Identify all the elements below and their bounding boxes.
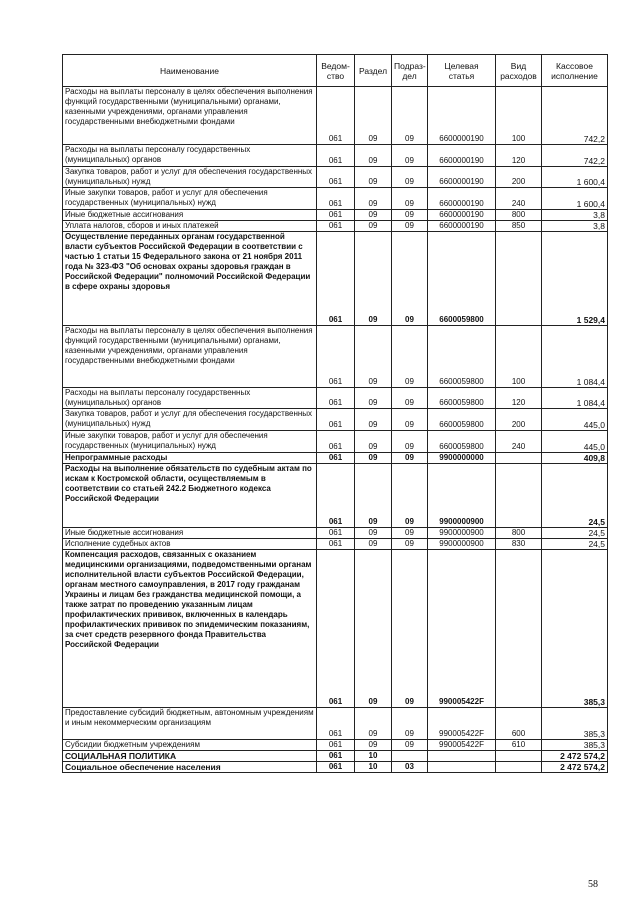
row-section: 09 [355,221,392,232]
row-dept: 061 [317,431,355,453]
row-section: 09 [355,167,392,188]
row-cash: 24,5 [542,539,608,550]
header-target: Целевая статья [428,55,496,87]
row-target: 9900000900 [428,464,496,528]
row-subsection: 09 [392,539,428,550]
row-target [428,762,496,773]
header-section: Раздел [355,55,392,87]
row-name: Расходы на выплаты персоналу государственных (муниципальных) органов [63,388,317,409]
row-section: 09 [355,453,392,464]
row-cash: 1 600,4 [542,188,608,210]
table-row [63,145,608,167]
row-dept: 061 [317,221,355,232]
row-cash: 409,8 [542,453,608,464]
row-exp-type: 200 [496,409,542,431]
row-dept: 061 [317,210,355,221]
row-subsection: 09 [392,453,428,464]
row-name: Субсидии бюджетным учреждениям [63,740,317,751]
table-row [63,431,608,453]
row-subsection: 09 [392,708,428,740]
row-cash: 2 472 574,2 [542,751,608,762]
row-cash: 2 472 574,2 [542,762,608,773]
row-dept: 061 [317,762,355,773]
row-dept: 061 [317,453,355,464]
row-cash: 3,8 [542,210,608,221]
row-subsection: 09 [392,167,428,188]
row-dept: 061 [317,87,355,145]
table-row [63,388,608,409]
row-dept: 061 [317,326,355,388]
row-name: Уплата налогов, сборов и иных платежей [63,221,317,232]
row-cash: 385,3 [542,740,608,751]
row-name: Социальное обеспечение населения [63,762,317,773]
row-target: 6600000190 [428,188,496,210]
row-target: 6600059800 [428,232,496,326]
table-row [63,188,608,210]
row-subsection: 09 [392,221,428,232]
row-subsection: 09 [392,210,428,221]
row-exp-type: 100 [496,326,542,388]
row-dept: 061 [317,708,355,740]
row-name: Иные закупки товаров, работ и услуг для обеспечения государственных (муниципальных) нужд [63,431,317,453]
row-dept: 061 [317,188,355,210]
table-row [63,464,608,528]
budget-execution-table [62,54,608,773]
row-subsection: 09 [392,188,428,210]
table-row [63,708,608,740]
header-name: Наименование [63,55,317,87]
row-name: Расходы на выплаты персоналу государственных (муниципальных) органов [63,145,317,167]
row-cash: 742,2 [542,145,608,167]
row-target: 6600000190 [428,87,496,145]
table-row [63,87,608,145]
row-exp-type: 240 [496,431,542,453]
row-target: 6600059800 [428,409,496,431]
row-section: 10 [355,751,392,762]
row-subsection: 09 [392,232,428,326]
row-section: 09 [355,232,392,326]
row-cash: 445,0 [542,431,608,453]
row-section: 09 [355,409,392,431]
row-subsection: 09 [392,87,428,145]
row-name: Иные закупки товаров, работ и услуг для обеспечения государственных (муниципальных) нужд [63,188,317,210]
header-cash: Кассовое исполнение [542,55,608,87]
row-subsection: 09 [392,388,428,409]
row-target: 6600059800 [428,431,496,453]
row-target: 6600000190 [428,145,496,167]
row-name: Предоставление субсидий бюджетным, автономным учреждениям и иным некоммерческим организациям [63,708,317,740]
header-dept: Ведом- ство [317,55,355,87]
row-section: 09 [355,326,392,388]
row-name: Закупка товаров, работ и услуг для обеспечения государственных (муниципальных) нужд [63,167,317,188]
row-exp-type: 830 [496,539,542,550]
row-exp-type: 100 [496,87,542,145]
row-section: 09 [355,431,392,453]
table-row [63,453,608,464]
row-name: Осуществление переданных органам государственной власти субъектов Российской Федерации в соответствии с частью 1 статьи 15 Федерального закона от 21 ноября 2011 года № 323-ФЗ "Об основах охраны здоровья граждан в Российской Федерации" полномочий Российской Федерации в сфере охраны здоровья [63,232,317,326]
row-name: Иные бюджетные ассигнования [63,210,317,221]
row-exp-type [496,751,542,762]
row-target: 6600000190 [428,167,496,188]
row-target: 9900000900 [428,528,496,539]
row-target: 6600000190 [428,221,496,232]
row-subsection: 09 [392,145,428,167]
row-exp-type [496,232,542,326]
table-row [63,762,608,773]
row-subsection: 09 [392,528,428,539]
row-section: 09 [355,708,392,740]
row-section: 09 [355,388,392,409]
table-row [63,167,608,188]
row-subsection: 09 [392,409,428,431]
table-row [63,326,608,388]
row-cash: 3,8 [542,221,608,232]
header-subsection: Подраз- дел [392,55,428,87]
table-row [63,409,608,431]
row-dept: 061 [317,751,355,762]
table-row [63,528,608,539]
table-row [63,740,608,751]
table-row [63,221,608,232]
row-target: 6600000190 [428,210,496,221]
page-number: 58 [588,879,598,890]
row-subsection [392,751,428,762]
row-section: 09 [355,528,392,539]
row-subsection: 03 [392,762,428,773]
row-name: Иные бюджетные ассигнования [63,528,317,539]
row-section: 09 [355,210,392,221]
row-exp-type: 200 [496,167,542,188]
row-cash: 24,5 [542,528,608,539]
row-name: Закупка товаров, работ и услуг для обеспечения государственных (муниципальных) нужд [63,409,317,431]
row-cash: 385,3 [542,708,608,740]
row-dept: 061 [317,409,355,431]
row-target: 6600059800 [428,326,496,388]
row-dept: 061 [317,550,355,708]
row-target: 990005422F [428,550,496,708]
row-dept: 061 [317,145,355,167]
row-exp-type: 850 [496,221,542,232]
row-section: 09 [355,550,392,708]
row-dept: 061 [317,539,355,550]
row-subsection: 09 [392,431,428,453]
row-exp-type [496,453,542,464]
row-section: 09 [355,87,392,145]
row-exp-type [496,550,542,708]
row-section: 10 [355,762,392,773]
row-cash: 1 600,4 [542,167,608,188]
row-cash: 445,0 [542,409,608,431]
row-name: СОЦИАЛЬНАЯ ПОЛИТИКА [63,751,317,762]
row-section: 09 [355,188,392,210]
table-header-row [63,55,608,87]
row-name: Расходы на выплаты персоналу в целях обеспечения выполнения функций государственными (муниципальными) органами, казенными учреждениями, органами управления государственными внебюджетными фондами [63,326,317,388]
row-target: 9900000000 [428,453,496,464]
row-section: 09 [355,464,392,528]
row-section: 09 [355,740,392,751]
table-row [63,232,608,326]
row-target: 6600059800 [428,388,496,409]
row-name: Исполнение судебных актов [63,539,317,550]
row-cash: 1 529,4 [542,232,608,326]
row-exp-type: 120 [496,388,542,409]
row-cash: 1 084,4 [542,326,608,388]
row-target: 990005422F [428,740,496,751]
table-row [63,210,608,221]
row-exp-type: 120 [496,145,542,167]
row-name: Расходы на выплаты персоналу в целях обеспечения выполнения функций государственными (муниципальными) органами, казенными учреждениями, органами управления государственными внебюджетными фондами [63,87,317,145]
row-section: 09 [355,145,392,167]
row-cash: 24,5 [542,464,608,528]
header-exp-type: Вид расходов [496,55,542,87]
row-exp-type: 800 [496,528,542,539]
row-exp-type: 240 [496,188,542,210]
table-row [63,539,608,550]
row-exp-type [496,762,542,773]
row-dept: 061 [317,528,355,539]
row-section: 09 [355,539,392,550]
table-row [63,550,608,708]
row-cash: 1 084,4 [542,388,608,409]
row-subsection: 09 [392,326,428,388]
row-target [428,751,496,762]
row-name: Расходы на выполнение обязательств по судебным актам по искам к Костромской области, осуществляемым в соответствии со статьей 242.2 Бюджетного кодекса Российской Федерации [63,464,317,528]
row-exp-type [496,464,542,528]
row-cash: 742,2 [542,87,608,145]
row-subsection: 09 [392,464,428,528]
row-dept: 061 [317,232,355,326]
row-subsection: 09 [392,550,428,708]
row-dept: 061 [317,740,355,751]
table-row [63,751,608,762]
row-target: 990005422F [428,708,496,740]
row-dept: 061 [317,464,355,528]
row-exp-type: 600 [496,708,542,740]
row-name: Компенсация расходов, связанных с оказанием медицинскими организациями, подведомственными органам исполнительной власти субъектов Российской Федерации, органам местного самоуправления, в 2017 году гражданам Украины и лицам без гражданства медицинской помощи, а также затрат по проведению указанным лицам профилактических прививок, включенных в календарь профилактических прививок по эпидемическим показаниям, за счет средств резервного фонда Правительства Российской Федерации [63,550,317,708]
row-cash: 385,3 [542,550,608,708]
row-exp-type: 610 [496,740,542,751]
row-dept: 061 [317,388,355,409]
row-subsection: 09 [392,740,428,751]
row-name: Непрограммные расходы [63,453,317,464]
row-dept: 061 [317,167,355,188]
row-target: 9900000900 [428,539,496,550]
row-exp-type: 800 [496,210,542,221]
